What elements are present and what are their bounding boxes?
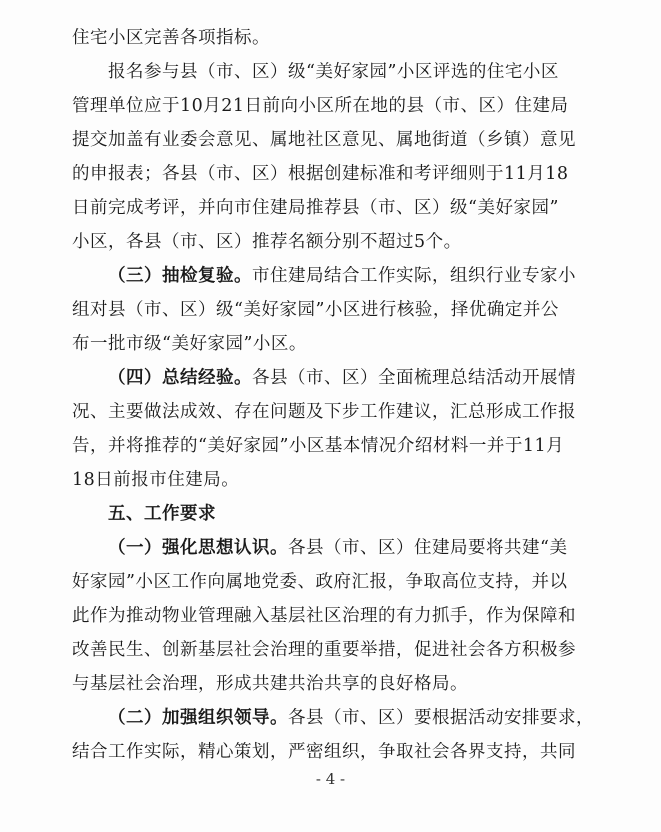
line-text: 组对县（市、区）级“美好家园”小区进行核验，择优确定并公 [72,300,559,320]
text-line-21 [108,706,618,730]
line-text: 报名参与县（市、区）级“美好家园”小区评选的住宅小区 [108,62,559,82]
line-text: 日前完成考评，并向市住建局推荐县（市、区）级“美好家园” [72,198,559,218]
line-text: 管理单位应于10月21日前向小区所在地的县（市、区）住建局 [72,96,569,116]
line-text: 况、主要做法成效、存在问题及下步工作建议，汇总形成工作报 [72,402,576,422]
text-line-22 [72,740,582,764]
page-number: - 4 - [315,770,346,788]
line-text: 各县（市、区）全面梳理总结活动开展情 [252,368,576,388]
subsection-lead: （二）加强组织领导。 [108,708,288,728]
text-line-10 [72,332,582,356]
text-line-3 [72,94,582,118]
line-text: 与基层社会治理，形成共建共治共享的良好格局。 [72,674,468,694]
section-heading [108,502,618,526]
line-text: 18日前报市住建局。 [72,470,240,490]
text-line-9 [72,298,582,322]
text-line-11 [108,366,618,390]
subsection-lead: （四）总结经验。 [108,368,252,388]
text-line-16 [108,536,618,560]
subsection-lead: （一）强化思想认识。 [108,538,288,558]
text-line-6 [72,196,582,220]
line-text: 告，并将推荐的“美好家园”小区基本情况介绍材料一并于11月 [72,436,565,456]
text-line-4 [72,128,582,152]
line-text: 此作为推动物业管理融入基层社区治理的有力抓手，作为保障和 [72,606,576,626]
line-text: 提交加盖有业委会意见、属地社区意见、属地街道（乡镇）意见 [72,130,576,150]
line-text: 结合工作实际，精心策划，严密组织，争取社会各界支持，共同 [72,742,576,762]
text-line-2 [108,60,618,84]
text-line-8 [108,264,618,288]
text-line-5 [72,162,582,186]
text-line-1 [72,26,582,50]
line-text: 市住建局结合工作实际，组织行业专家小 [252,266,576,286]
text-line-14 [72,468,582,492]
line-text: 各县（市、区）住建局要将共建“美 [288,538,568,558]
section-heading-text: 五、工作要求 [108,504,216,524]
subsection-lead: （三）抽检复验。 [108,266,252,286]
line-text: 各县（市、区）要根据活动安排要求， [288,708,594,728]
text-line-19 [72,638,582,662]
line-text: 布一批市级“美好家园”小区。 [72,334,307,354]
text-line-18 [72,604,582,628]
line-text: 改善民生、创新基层社会治理的重要举措，促进社会各方积极参 [72,640,576,660]
text-line-20 [72,672,582,696]
line-text: 小区，各县（市、区）推荐名额分别不超过5个。 [72,232,462,252]
text-line-12 [72,400,582,424]
line-text: 住宅小区完善各项指标。 [72,28,270,48]
text-line-7 [72,230,582,254]
text-line-13 [72,434,582,458]
line-text: 好家园”小区工作向属地党委、政府汇报，争取高位支持，并以 [72,572,568,592]
text-line-17 [72,570,582,594]
line-text: 的申报表；各县（市、区）根据创建标准和考评细则于11月18 [72,164,569,184]
